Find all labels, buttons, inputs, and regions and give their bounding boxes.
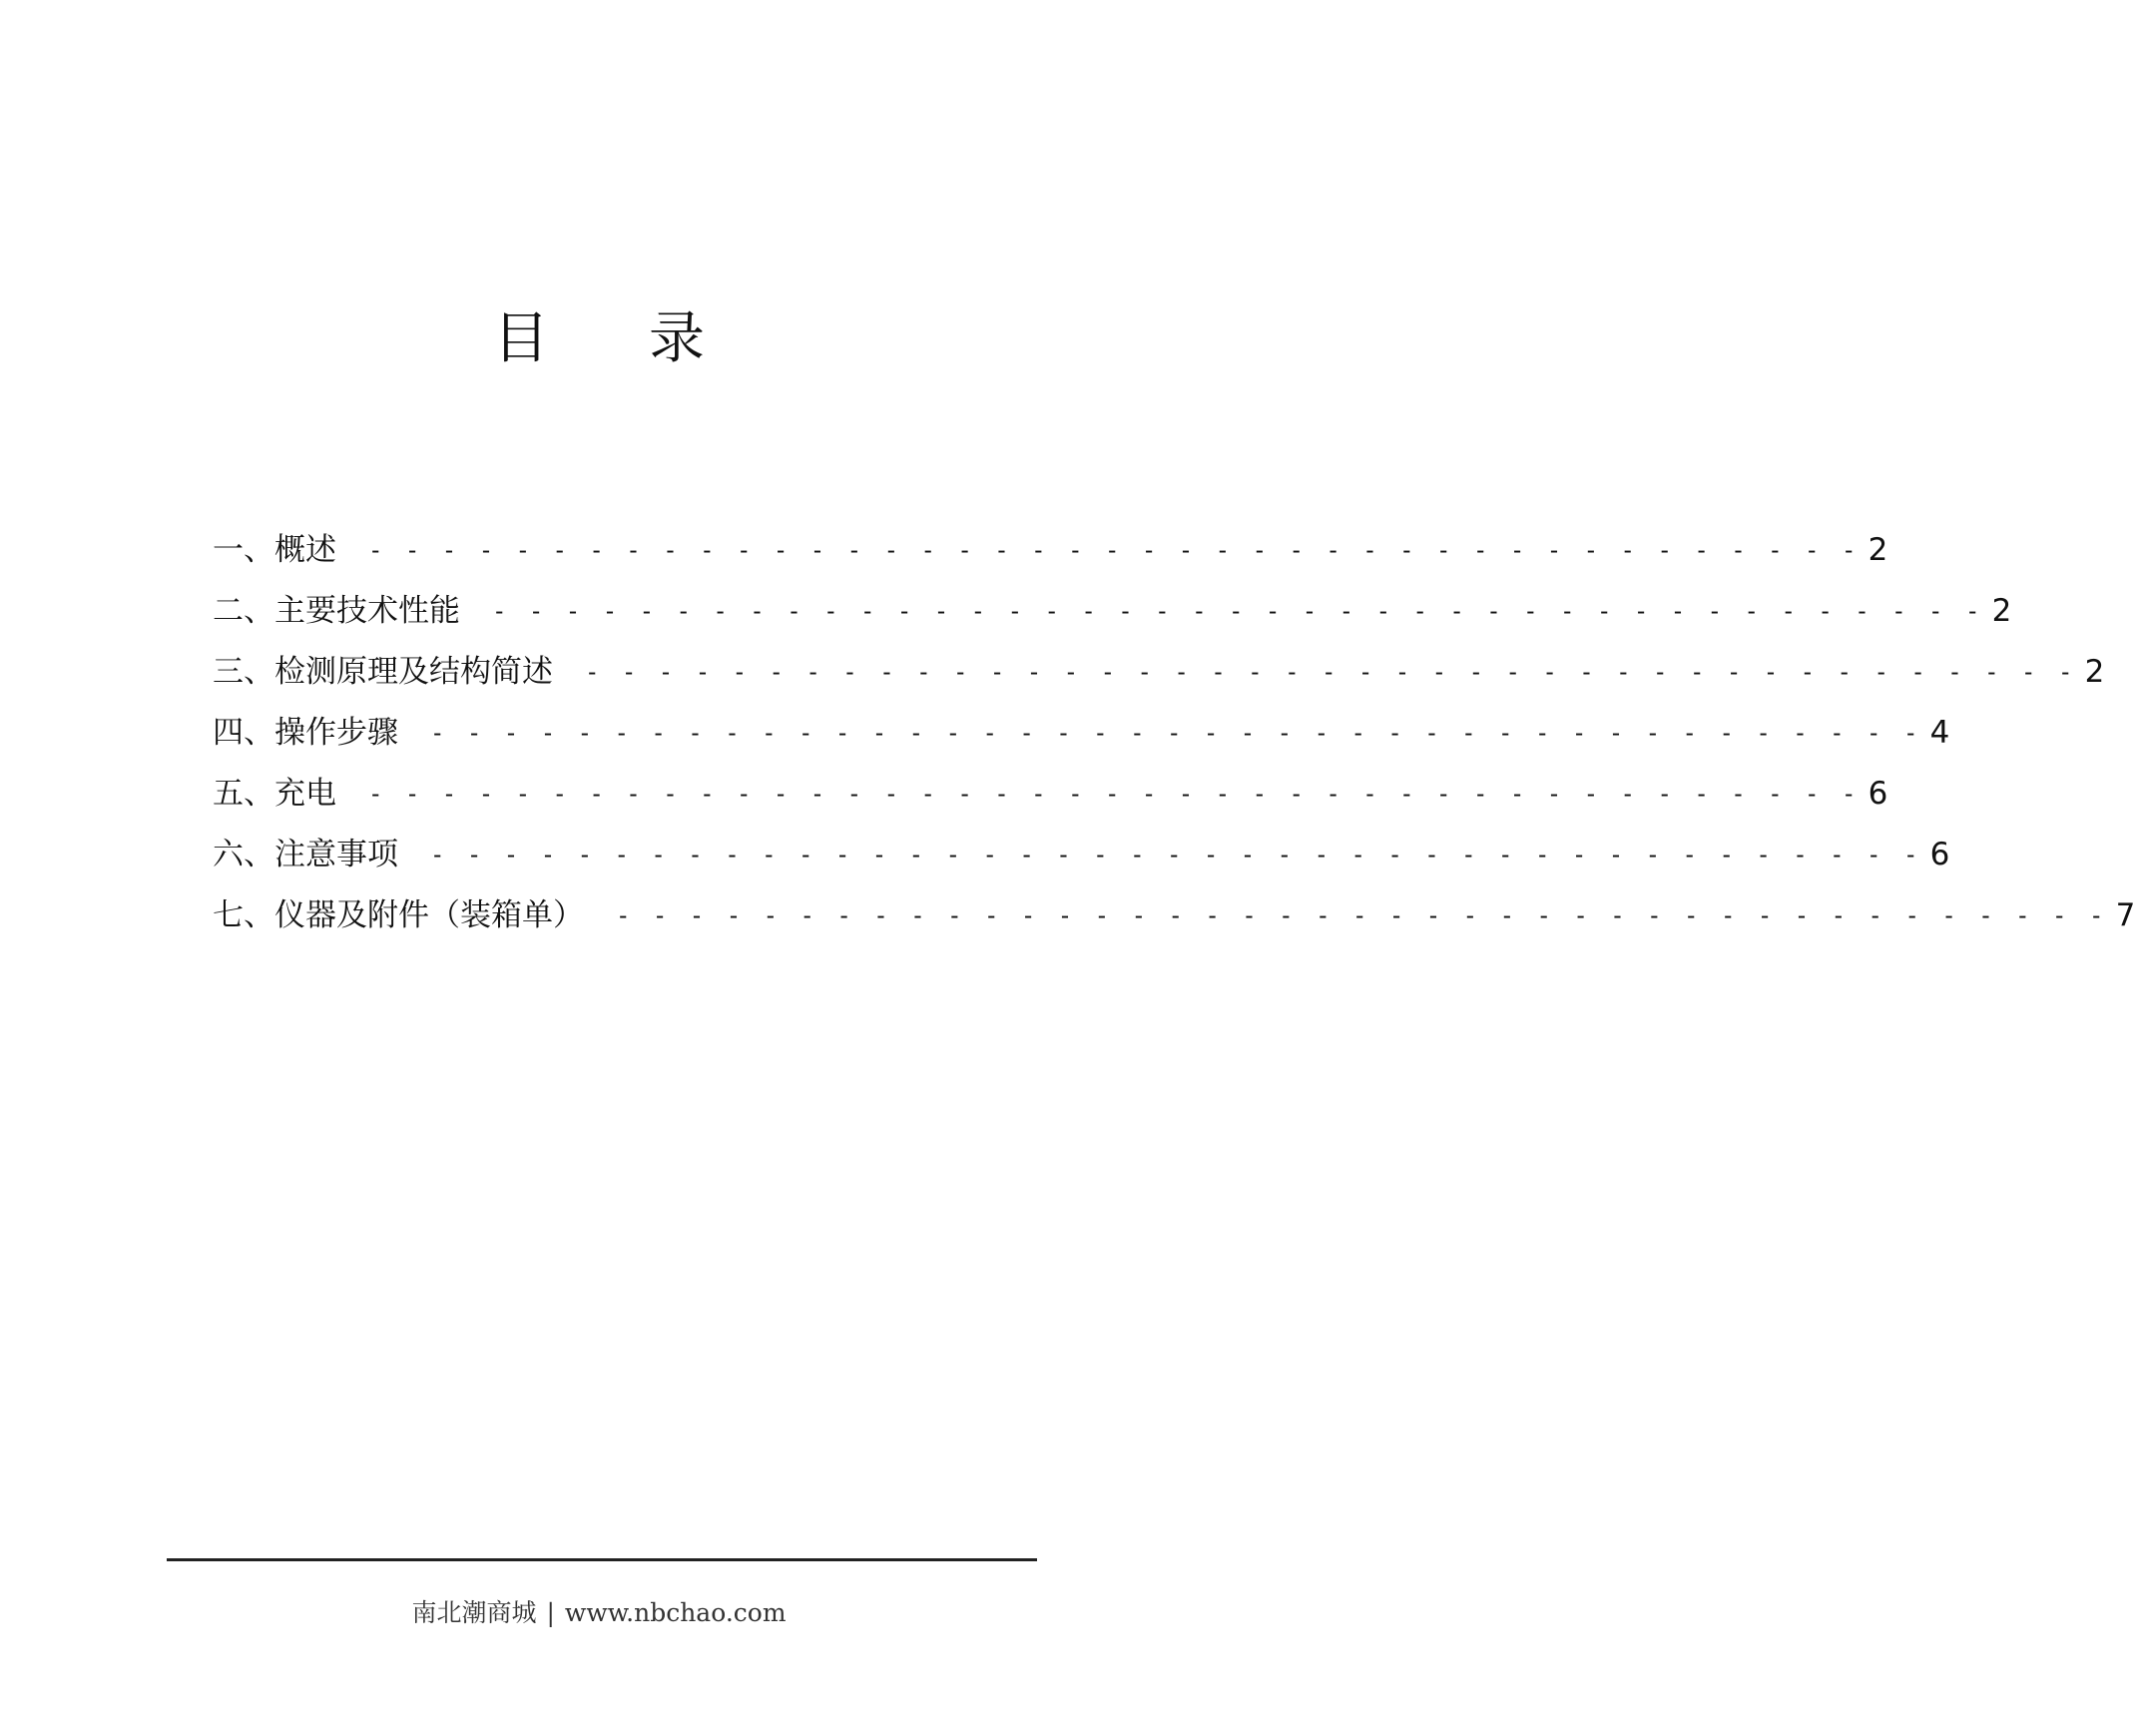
toc-entry-charging[interactable]	[213, 763, 1888, 824]
toc-entry-label: 三、检测原理及结构简述	[213, 653, 553, 690]
page-title-part-2: 录	[649, 306, 705, 371]
toc-entry-page-number: 6	[1868, 775, 1888, 812]
footer-divider	[167, 1558, 1037, 1561]
toc-entry-page-number: 2	[2084, 653, 2105, 690]
toc-entry-instrument-accessories[interactable]	[213, 884, 2135, 945]
toc-entry-label: 二、主要技术性能	[213, 592, 460, 629]
toc-dot-leader: - - - - - - - - - - - - - - - - - - - - - - - - - - - - - - - - - - - - - - - - -	[368, 779, 1861, 808]
toc-entry-page-number: 4	[1929, 714, 1950, 751]
toc-dot-leader: - - - - - - - - - - - - - - - - - - - - - - - - - - - - - - - - - - - - - - - - -	[585, 657, 2077, 686]
table-of-contents	[213, 519, 2135, 945]
toc-entry-page-number: 7	[2115, 896, 2135, 933]
toc-entry-label: 五、充电	[213, 775, 336, 812]
toc-entry-overview[interactable]	[213, 519, 1888, 580]
toc-entry-label: 七、仪器及附件（装箱单）	[213, 896, 584, 933]
footer-site-name: 南北潮商城	[411, 1598, 537, 1627]
toc-entry-page-number: 2	[1868, 531, 1888, 568]
toc-entry-principle-structure[interactable]	[213, 641, 2105, 702]
toc-dot-leader: - - - - - - - - - - - - - - - - - - - - - - - - - - - - - - - - - - - - - - - - -	[368, 535, 1861, 564]
toc-entry-operation-steps[interactable]	[213, 702, 1950, 763]
toc-entry-page-number: 2	[1991, 592, 2012, 629]
toc-entry-label: 一、概述	[213, 531, 336, 568]
toc-entry-label: 四、操作步骤	[213, 714, 398, 751]
toc-dot-leader: - - - - - - - - - - - - - - - - - - - - - - - - - - - - - - - - - - - - - - - - -	[430, 718, 1922, 747]
toc-entry-page-number: 6	[1929, 836, 1950, 872]
page-title	[0, 299, 1198, 379]
footer-separator: |	[546, 1598, 555, 1627]
toc-dot-leader: - - - - - - - - - - - - - - - - - - - - - - - - - - - - - - - - - - - - - - - - -	[492, 596, 1984, 625]
toc-dot-leader: - - - - - - - - - - - - - - - - - - - - - - - - - - - - - - - - - - - - - - - - -	[430, 840, 1922, 868]
page-title-part-1: 目	[493, 306, 549, 371]
toc-dot-leader: - - - - - - - - - - - - - - - - - - - - - - - - - - - - - - - - - - - - - - - - -	[616, 900, 2108, 929]
toc-entry-main-specs[interactable]	[213, 580, 2012, 641]
toc-entry-precautions[interactable]	[213, 824, 1950, 884]
footer-url-link[interactable]: www.nbchao.com	[564, 1598, 787, 1627]
page-footer	[0, 1593, 1198, 1629]
toc-entry-label: 六、注意事项	[213, 836, 398, 872]
